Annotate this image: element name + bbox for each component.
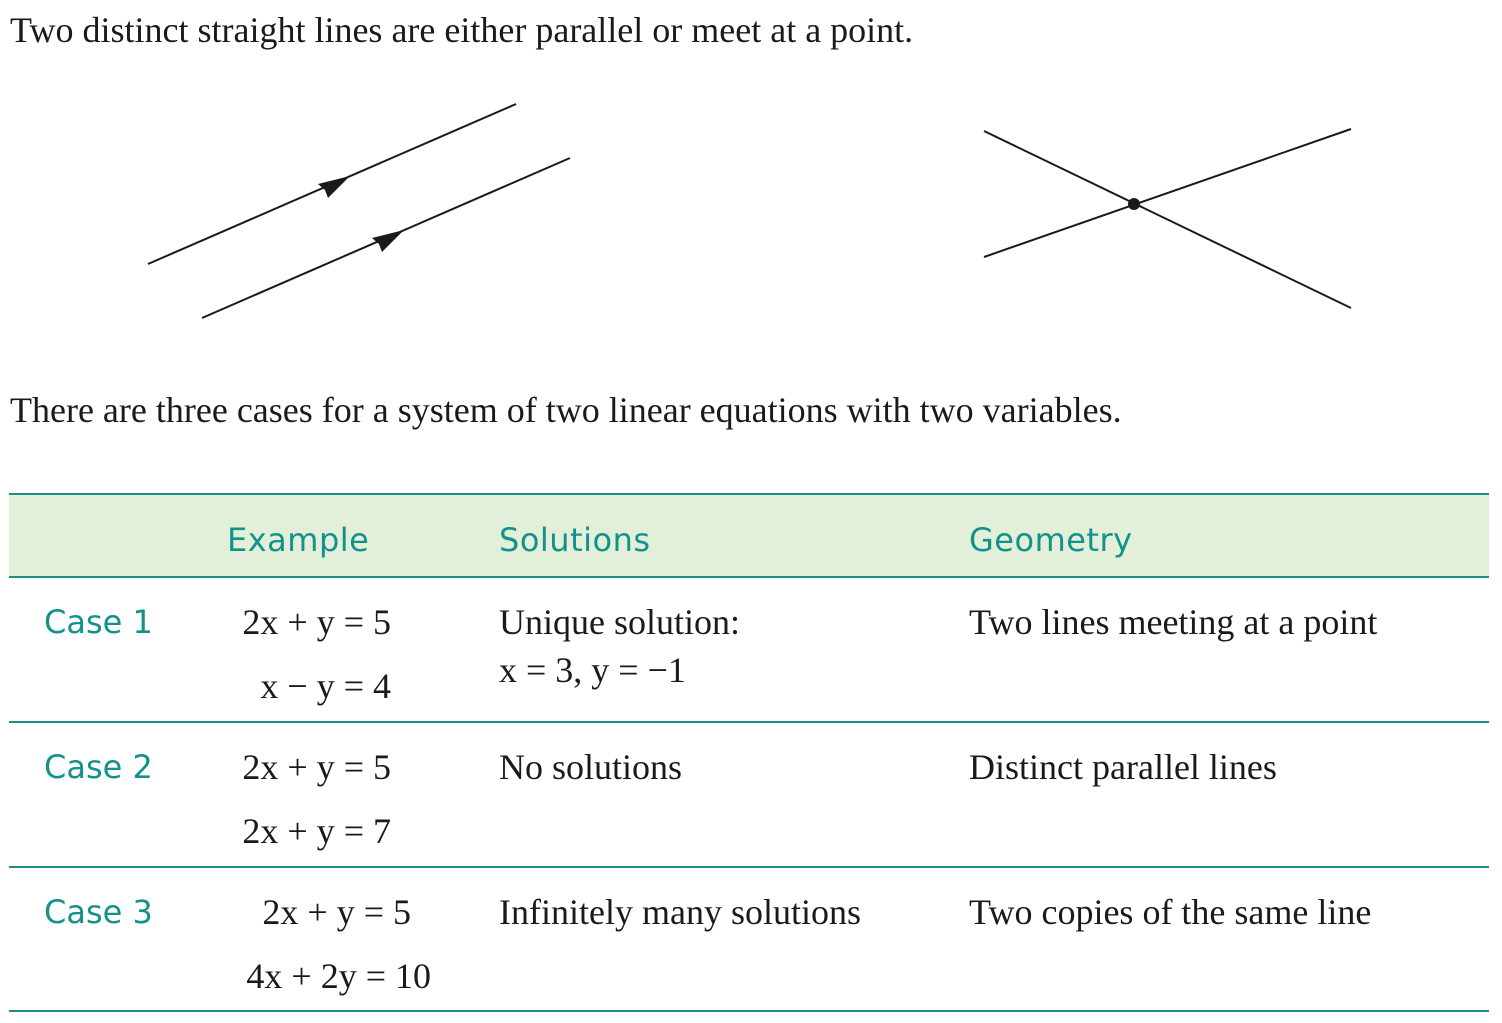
intersecting-line-1 (984, 131, 1351, 308)
intersection-point (1128, 198, 1140, 210)
equation-1: 2x + y = 5 (242, 747, 391, 787)
equation-2: 4x + 2y = 10 (246, 956, 431, 996)
header-geometry: Geometry (969, 521, 1133, 559)
cases-text: There are three cases for a system of two linear equations with two variables. (10, 390, 1122, 430)
header-example: Example (227, 521, 370, 559)
lines-diagram (0, 0, 1502, 380)
row-divider (9, 866, 1489, 868)
geometry-cell: Two copies of the same line (969, 892, 1372, 932)
equation-2: x − y = 4 (260, 666, 391, 706)
table-bottom-rule (9, 1010, 1489, 1012)
geometry-cell: Distinct parallel lines (969, 747, 1277, 787)
parallel-lines-figure (148, 104, 570, 318)
solutions-cell: Unique solution: (499, 602, 740, 642)
solutions-detail: x = 3, y = −1 (499, 650, 686, 690)
header-solutions: Solutions (499, 521, 651, 559)
solutions-cell: No solutions (499, 747, 683, 787)
header-bottom-rule (9, 576, 1489, 578)
case-label: Case 2 (44, 748, 153, 786)
intersecting-line-2 (984, 129, 1351, 257)
case-label: Case 1 (44, 603, 153, 641)
row-divider (9, 721, 1489, 723)
intersecting-lines-figure (984, 129, 1351, 308)
parallel-arrow-2-icon (372, 230, 404, 252)
geometry-cell: Two lines meeting at a point (969, 602, 1378, 642)
equation-2: 2x + y = 7 (242, 811, 391, 851)
solutions-cell: Infinitely many solutions (499, 892, 861, 932)
equation-1: 2x + y = 5 (242, 602, 391, 642)
case-label: Case 3 (44, 893, 153, 931)
intro-text: Two distinct straight lines are either parallel or meet at a point. (10, 10, 914, 50)
equation-1: 2x + y = 5 (262, 892, 411, 932)
parallel-arrow-1-icon (318, 176, 350, 198)
